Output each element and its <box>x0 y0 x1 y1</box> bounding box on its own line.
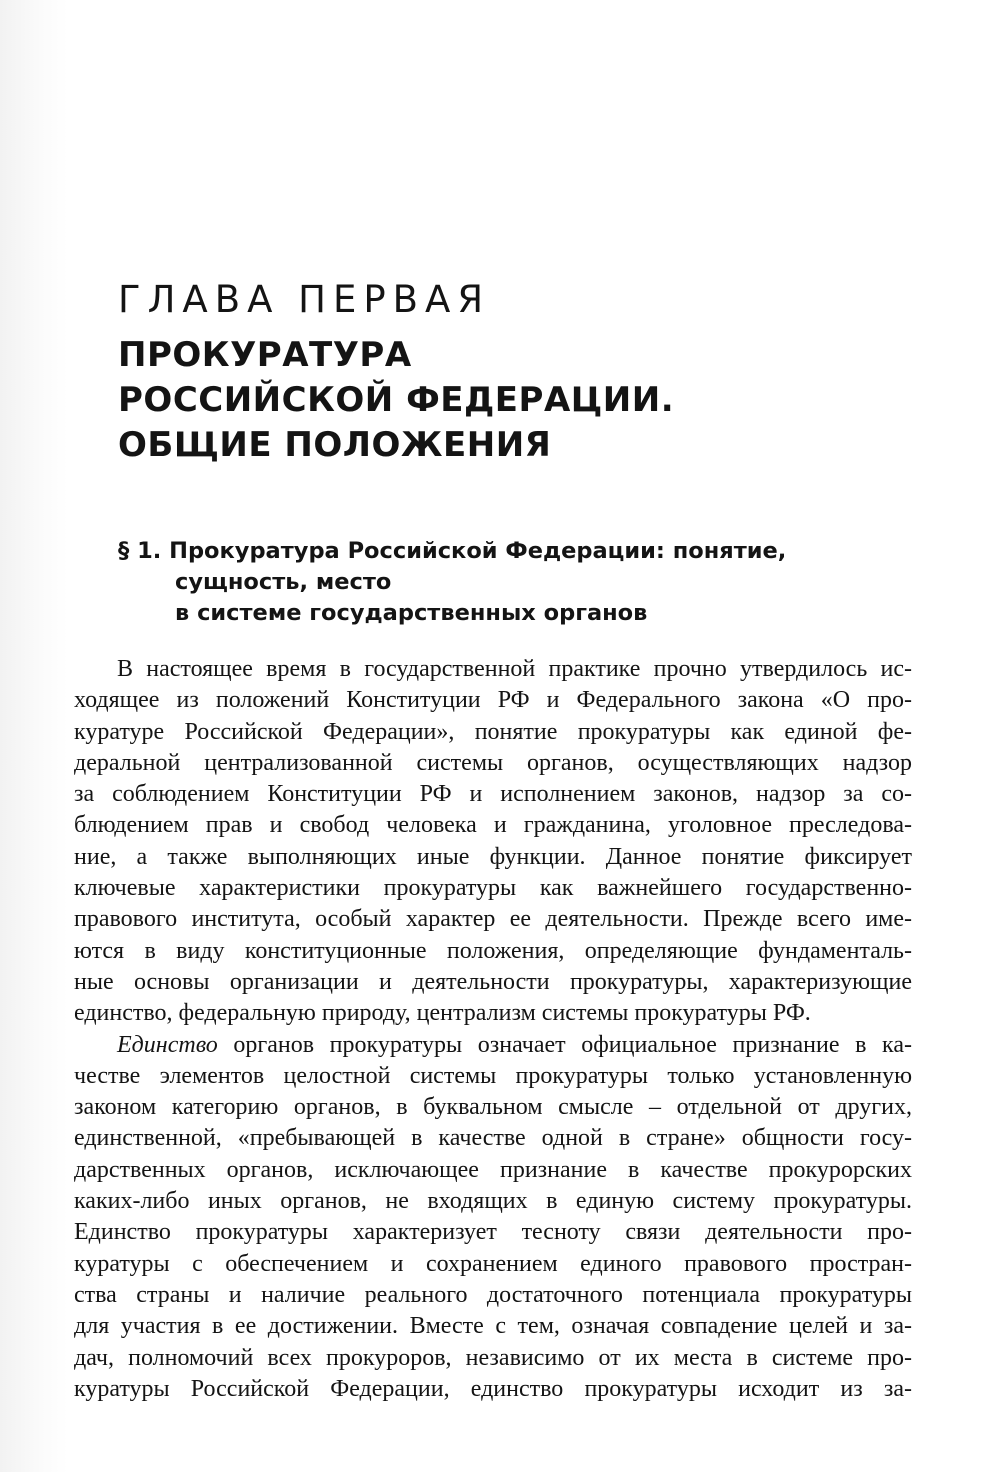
text-line: ходящее из положений Конституции РФ и Федерального закона «О про- <box>74 687 912 714</box>
text-line <box>74 1030 912 1061</box>
text-line: Единство прокуратуры характеризует тесноту связи деятельности про- <box>74 1219 912 1246</box>
text-fragment: органов прокуратуры означает официальное признание в ка- <box>217 1031 912 1058</box>
text-line: куратуры Российской Федерации, единство прокуратуры исходит из за- <box>74 1375 912 1402</box>
section-heading <box>118 536 786 629</box>
text-line: В настоящее время в государственной практике прочно утвердилось ис- <box>117 656 912 682</box>
chapter-title <box>118 333 674 468</box>
paragraph-1 <box>74 654 912 1030</box>
text-line: честве элементов целостной системы прокуратуры только установленную <box>74 1062 912 1089</box>
section-heading-line: § 1. Прокуратура Российской Федерации: понятие, <box>118 538 787 564</box>
text-line: за соблюдением Конституции РФ и исполнением законов, надзор за со- <box>74 781 912 808</box>
chapter-title-line: РОССИЙСКОЙ ФЕДЕРАЦИИ. <box>118 380 675 420</box>
text-line: ные основы организации и деятельности прокуратуры, характеризующие <box>74 968 912 995</box>
text-line: ние, а также выполняющих иные функции. Данное понятие фиксирует <box>74 843 912 870</box>
text-line: правового института, особый характер ее деятельности. Прежде всего име- <box>74 906 912 933</box>
text-line: дач, полномочий всех прокуроров, независимо от их места в системе про- <box>74 1344 912 1371</box>
text-line: куратуре Российской Федерации», понятие прокуратуры как единой фе- <box>74 718 912 745</box>
text-line: блюдением прав и свобод человека и гражданина, уголовное преследова- <box>74 812 912 839</box>
chapter-label: ГЛАВА ПЕРВАЯ <box>118 278 491 321</box>
section-heading-line: в системе государственных органов <box>175 600 648 626</box>
text-line: для участия в ее достижении. Вместе с тем, означая совпадение целей и за- <box>74 1313 912 1340</box>
text-line: единство, федеральную природу, централизм системы прокуратуры РФ. <box>74 1000 811 1027</box>
chapter-title-line: ПРОКУРАТУРА <box>118 335 412 375</box>
section-heading-line: сущность, место <box>175 569 392 595</box>
text-line: куратуры с обеспечением и сохранением единого правового простран- <box>74 1250 912 1277</box>
text-line: ются в виду конституционные положения, определяющие фундаменталь- <box>74 937 912 964</box>
scan-margin-shadow <box>0 0 68 1472</box>
text-line: законом категорию органов, в буквальном смысле – отдельной от других, <box>74 1094 912 1121</box>
text-line: ства страны и наличие реального достаточного потенциала прокуратуры <box>74 1281 912 1308</box>
text-line: дарственных органов, исключающее признание в качестве прокурорских <box>74 1156 912 1183</box>
italic-term: Единство <box>117 1031 218 1058</box>
chapter-title-line: ОБЩИЕ ПОЛОЖЕНИЯ <box>118 425 552 465</box>
body-text <box>74 654 912 1405</box>
text-line: деральной централизованной системы органов, осуществляющих надзор <box>74 749 912 776</box>
text-line: ключевые характеристики прокуратуры как важнейшего государственно- <box>74 875 912 902</box>
text-line: единственной, «пребывающей в качестве одной в стране» общности госу- <box>74 1125 912 1152</box>
paragraph-2 <box>74 1030 912 1406</box>
text-line: каких-либо иных органов, не входящих в единую систему прокуратуры. <box>74 1188 912 1215</box>
